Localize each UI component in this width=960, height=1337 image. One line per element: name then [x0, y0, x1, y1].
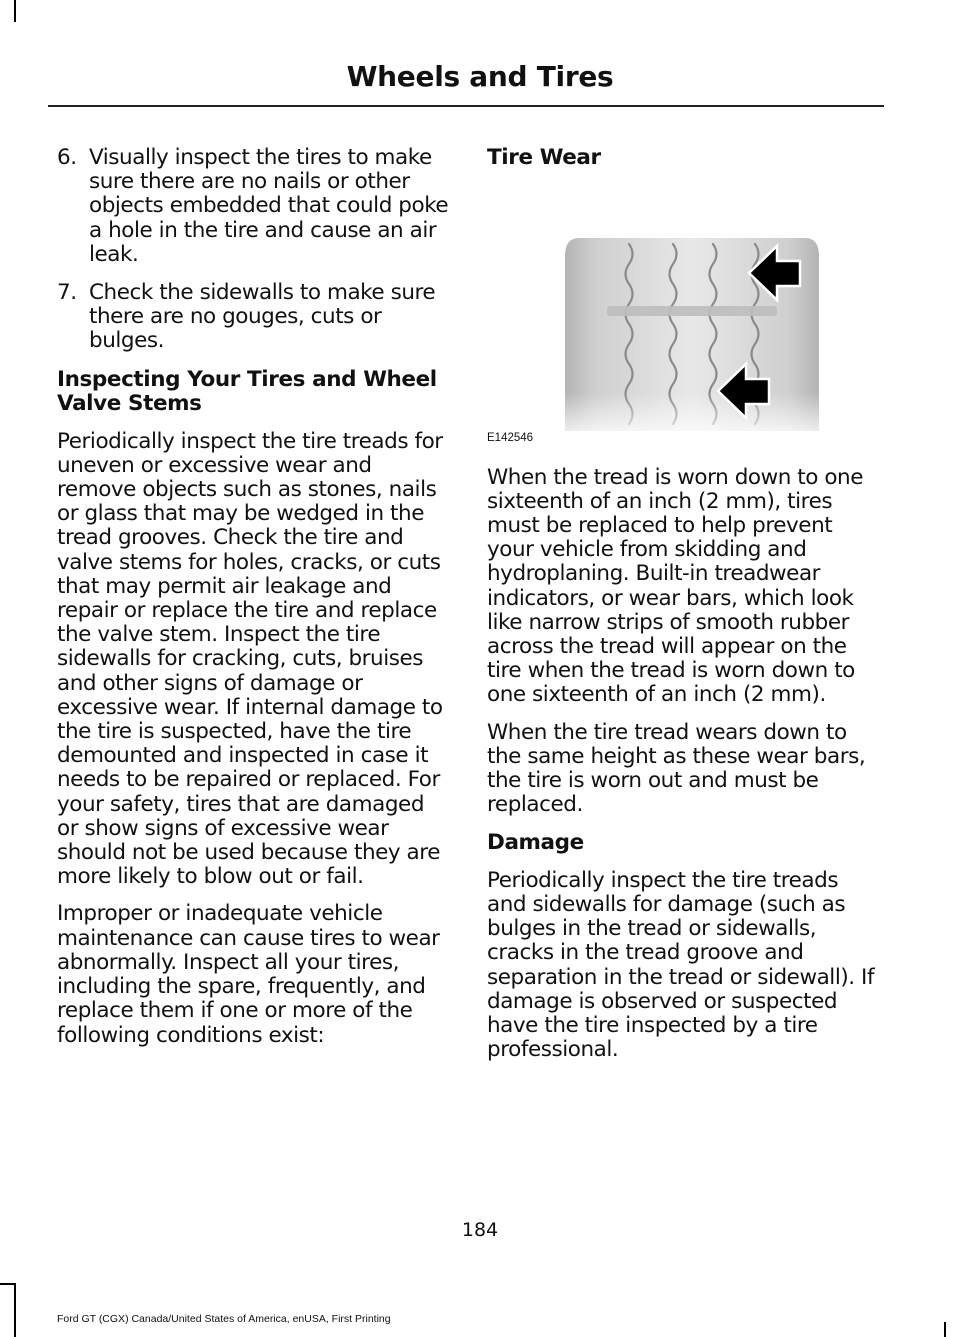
tire-wear-figure — [487, 186, 882, 452]
right-column — [487, 146, 882, 1075]
crop-mark-bottom-left-h — [0, 1283, 16, 1285]
figure-id: E142546 — [487, 431, 534, 444]
step-number: 6. — [57, 145, 77, 170]
tire-tread-illustration — [487, 186, 882, 436]
step-text: Visually inspect the tires to make sure there are no nails or other objects embedded that could poke a hole in the tire and cause an air leak. — [89, 145, 449, 267]
crop-mark-bottom-left-v — [14, 1283, 16, 1337]
left-column — [57, 146, 449, 1061]
step-text: Check the sidewalls to make sure there are no gouges, cuts or bulges. — [89, 280, 436, 354]
step-item — [57, 146, 449, 267]
section-heading-inspecting: Inspecting Your Tires and Wheel Valve Stems — [57, 366, 437, 417]
page-title: Wheels and Tires — [346, 60, 614, 93]
paragraph: When the tread is worn down to one sixteenth of an inch (2 mm), tires must be replaced to help prevent your vehicle from skidding and hydroplaning. Built-in treadwear indicators, or wear bars, which look like narrow strips of smooth rubber across the tread will appear on the tire when the tread is worn down to one sixteenth of an inch (2 mm). — [487, 464, 864, 708]
crop-mark-top-left — [14, 0, 16, 22]
paragraph: Periodically inspect the tire treads for uneven or excessive wear and remove objects such as stones, nails or glass that may be wedged in the tread grooves. Check the tire and valve stems for holes, cracks, or cuts that may permit air leakage and repair or replace the tire and replace the valve stem. Inspect the tire sidewalls for cracking, cuts, bruises and other signs of damage or excessive wear. If internal damage to the tire is suspected, have the tire demounted and inspected in case it needs to be repaired or replaced. For your safety, tires that are damaged or show signs of excessive wear should not be used because they are more likely to blow out or fail. — [57, 428, 443, 890]
paragraph: Improper or inadequate vehicle maintenance can cause tires to wear abnormally. Inspect all your tires, including the spare, frequently, and replace them if one or more of the following conditions exist: — [57, 901, 440, 1048]
step-item — [57, 281, 449, 354]
header-rule — [48, 105, 884, 107]
crop-mark-bottom-right — [944, 1322, 946, 1337]
page-number: 184 — [461, 1219, 499, 1241]
footer-text: Ford GT (CGX) Canada/United States of America, enUSA, First Printing — [57, 1313, 391, 1325]
section-heading-tire-wear: Tire Wear — [487, 145, 601, 170]
section-heading-damage: Damage — [487, 830, 584, 856]
step-number: 7. — [57, 280, 77, 306]
paragraph: Periodically inspect the tire treads and sidewalls for damage (such as bulges in the tread or sidewalls, cracks in the tread groove and separation in the tread or sidewall). If damage is observed or suspected have the tire inspected by a tire professional. — [487, 867, 875, 1063]
paragraph: When the tire tread wears down to the same height as these wear bars, the tire is worn out and must be replaced. — [487, 719, 866, 818]
